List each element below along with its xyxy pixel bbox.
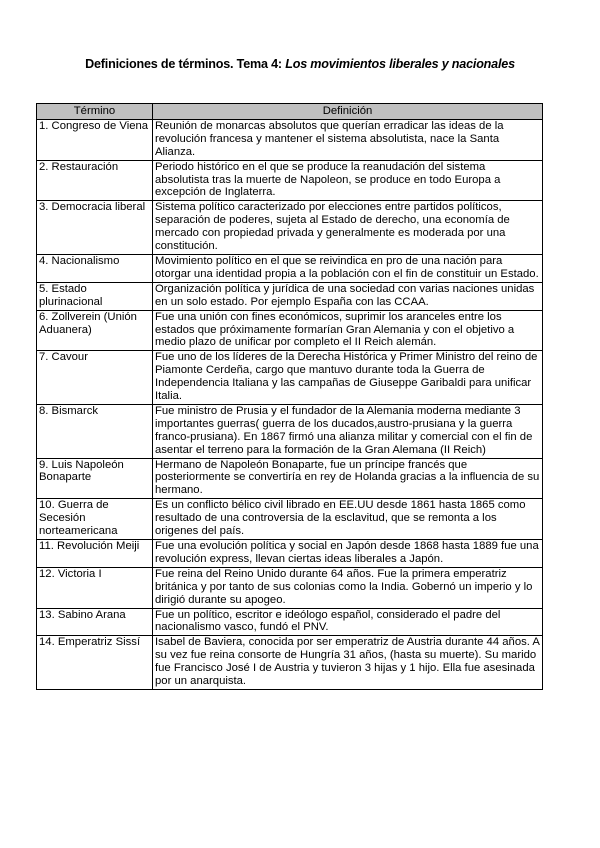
table-row (37, 282, 543, 310)
term-cell: 3. Democracia liberal (37, 201, 153, 255)
table-row (37, 540, 543, 568)
term-cell: 5. Estado plurinacional (37, 282, 153, 310)
definition-cell: Fue una evolución política y social en Japón desde 1868 hasta 1889 fue una revolución express, llevan ciertas ideas liberales a Japón. (153, 540, 543, 568)
term-cell: 9. Luis Napoleón Bonaparte (37, 458, 153, 499)
definition-cell: Fue un político, escritor e ideólogo español, considerado el padre del nacionalismo vasco, fundó el PNV. (153, 608, 543, 636)
term-cell: 6. Zollverein (Unión Aduanera) (37, 310, 153, 351)
table-row (37, 458, 543, 499)
definition-cell: Isabel de Baviera, conocida por ser emperatriz de Austria durante 44 años. A su vez fue reina consorte de Hungría 31 años, (hasta su muerte). Su marido fue Francisco José I de Austria y tuvieron 3 hijas y 1 hijo. Ella fue asesinada por un anarquista. (153, 636, 543, 690)
table-row (37, 404, 543, 458)
definition-cell: Fue una unión con fines económicos, suprimir los aranceles entre los estados que próximamente formarían Gran Alemania y con el objetivo a medio plazo de unificar por completo el II Reich alemán. (153, 310, 543, 351)
table-row (37, 201, 543, 255)
term-cell: 12. Victoria I (37, 567, 153, 608)
definitions-table (36, 103, 543, 690)
table-row (37, 351, 543, 405)
table-row (37, 608, 543, 636)
header-definition: Definición (153, 104, 543, 120)
term-cell: 2. Restauración (37, 160, 153, 201)
definition-cell: Fue ministro de Prusia y el fundador de la Alemania moderna mediante 3 importantes guerras( guerra de los ducados,austro-prusiana y la guerra franco-prusiana). En 1867 firmó una alianza militar y comercial con el fin de asentar el terreno para la formación de la Gran Alemana (II Reich) (153, 404, 543, 458)
table-row (37, 119, 543, 160)
definition-cell: Fue uno de los líderes de la Derecha Histórica y Primer Ministro del reino de Piamonte Cerdeña, cargo que mantuvo durante toda la Guerra de Independencia Italiana y las campañas de Giuseppe Garibaldi para unificar Italia. (153, 351, 543, 405)
definition-cell: Fue reina del Reino Unido durante 64 años. Fue la primera emperatriz británica y por tanto de sus colonias como la India. Gobernó un imperio y lo dirigió durante su apogeo. (153, 567, 543, 608)
term-cell: 13. Sabino Arana (37, 608, 153, 636)
table-header-row (37, 104, 543, 120)
term-cell: 8. Bismarck (37, 404, 153, 458)
term-cell: 14. Emperatriz Sissí (37, 636, 153, 690)
term-cell: 1. Congreso de Viena (37, 119, 153, 160)
term-cell: 7. Cavour (37, 351, 153, 405)
table-row (37, 499, 543, 540)
definition-cell: Es un conflicto bélico civil librado en EE.UU desde 1861 hasta 1865 como resultado de una controversia de la esclavitud, que se remonta a los origenes del país. (153, 499, 543, 540)
term-cell: 4. Nacionalismo (37, 254, 153, 282)
page-title (0, 57, 600, 71)
definition-cell: Sistema político caracterizado por elecciones entre partidos políticos, separación de poderes, sujeta al Estado de derecho, una economía de mercado con propiedad privada y generalmente es moderada por una constitución. (153, 201, 543, 255)
table-row (37, 310, 543, 351)
table-row (37, 254, 543, 282)
table-row (37, 636, 543, 690)
term-cell: 11. Revolución Meiji (37, 540, 153, 568)
title-italic: Los movimientos liberales y nacionales (285, 57, 515, 71)
header-term: Término (37, 104, 153, 120)
table-row (37, 160, 543, 201)
term-cell: 10. Guerra de Secesión norteamericana (37, 499, 153, 540)
definition-cell: Movimiento político en el que se reivindica en pro de una nación para otorgar una identidad propia a la población con el fin de constituir un Estado. (153, 254, 543, 282)
definition-cell: Periodo histórico en el que se produce la reanudación del sistema absolutista tras la muerte de Napoleon, se produce en todo Europa a excepción de Inglaterra. (153, 160, 543, 201)
definition-cell: Hermano de Napoleón Bonaparte, fue un príncipe francés que posteriormente se convertiría en rey de Holanda gracias a la influencia de su hermano. (153, 458, 543, 499)
definition-cell: Organización política y jurídica de una sociedad con varias naciones unidas en un solo estado. Por ejemplo España con las CCAA. (153, 282, 543, 310)
table-row (37, 567, 543, 608)
definition-cell: Reunión de monarcas absolutos que querían erradicar las ideas de la revolución francesa y mantener el sistema absolutista, nace la Santa Alianza. (153, 119, 543, 160)
title-prefix: Definiciones de términos. Tema 4: (85, 57, 286, 71)
